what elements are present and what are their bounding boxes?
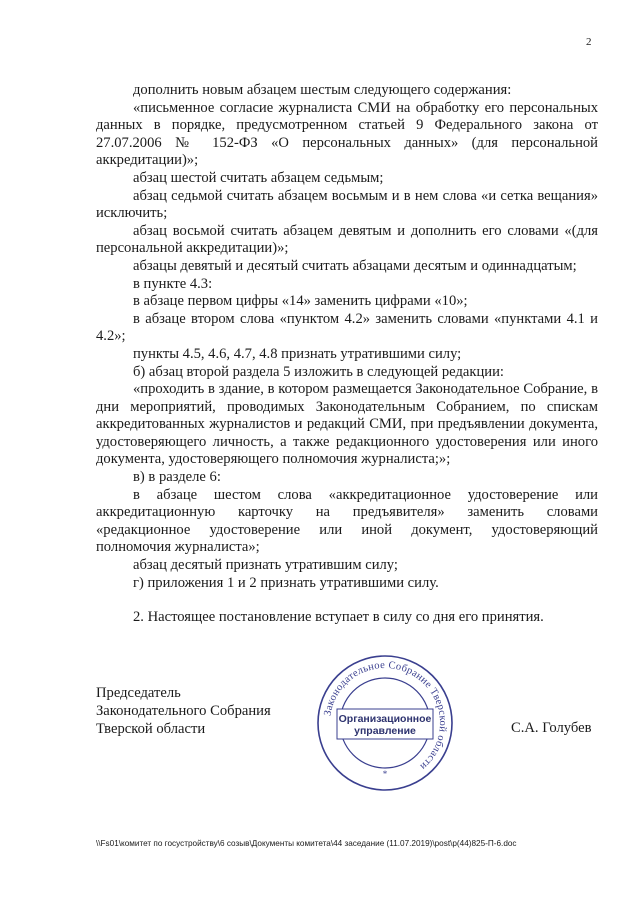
signature-block [96, 684, 271, 738]
paragraph: в) в разделе 6: [133, 469, 221, 486]
paragraph: абзац седьмой считать абзацем восьмым и в нем слова «и сетка вещания» исключить; [96, 187, 598, 222]
official-seal [315, 653, 455, 793]
paragraph: в пункте 4.3: [133, 275, 213, 292]
seal-star-icon: * [382, 769, 388, 779]
paragraph: абзац десятый признать утратившим силу; [133, 557, 398, 574]
paragraph: в абзаце первом цифры «14» заменить цифрами «10»; [133, 293, 468, 310]
seal-center-line1: Организационное [338, 713, 432, 725]
document-body [96, 82, 598, 627]
paragraph: в абзаце шестом слова «аккредитационное удостоверение или аккредитационную карточку на предъявителя» заменить словами «редакционное удостоверение или иной документ, удостоверяющий полномочия журналиста»; [96, 486, 598, 556]
paragraph: абзацы девятый и десятый считать абзацами десятым и одиннадцатым; [133, 257, 577, 274]
paragraph: абзац восьмой считать абзацем девятым и дополнить его словами «(для персональной аккредитации)»; [96, 222, 598, 257]
final-clause: 2. Настоящее постановление вступает в силу со дня его принятия. [133, 609, 544, 626]
file-path-footer: \\Fs01\комитет по госустройству\6 созыв\Документы комитета\44 заседание (11.07.2019)\post\p(44)825-П-6.doc [96, 839, 517, 848]
paragraph: б) абзац второй раздела 5 изложить в следующей редакции: [133, 363, 504, 380]
paragraph: в абзаце втором слова «пунктом 4.2» заменить словами «пунктами 4.1 и 4.2»; [96, 310, 598, 345]
seal-center-line2: управление [354, 725, 416, 737]
signer-title-line3: Тверской области [96, 721, 206, 737]
paragraph: «проходить в здание, в котором размещается Законодательное Собрание, в дни мероприятий, проводимых Законодательным Собранием, по спискам аккредитованных журналистов и редакций СМИ, при предъявлении документа, удостоверяющего личность, а также редакционного удостоверения или иного документа, удостоверяющего полномочия журналиста;»; [96, 381, 598, 468]
signer-title-line2: Законодательного Собрания [96, 703, 271, 719]
page-number: 2 [586, 36, 592, 48]
paragraph: г) приложения 1 и 2 признать утратившими силу. [133, 574, 439, 591]
signer-title-line1: Председатель [96, 685, 181, 701]
seal-ring-text: Законодательное Собрание Тверской области [322, 659, 449, 772]
signer-name: С.А. Голубев [511, 720, 592, 736]
paragraph: дополнить новым абзацем шестым следующего содержания: [133, 82, 512, 98]
paragraph: «письменное согласие журналиста СМИ на обработку его персональных данных в порядке, предусмотренном статьей 9 Федерального закона от 27.07.2006 № 152-ФЗ «О персональных данных» (для персональной аккредитации)»; [96, 99, 598, 169]
paragraph: пункты 4.5, 4.6, 4.7, 4.8 признать утратившими силу; [133, 345, 462, 362]
paragraph: абзац шестой считать абзацем седьмым; [133, 169, 384, 186]
